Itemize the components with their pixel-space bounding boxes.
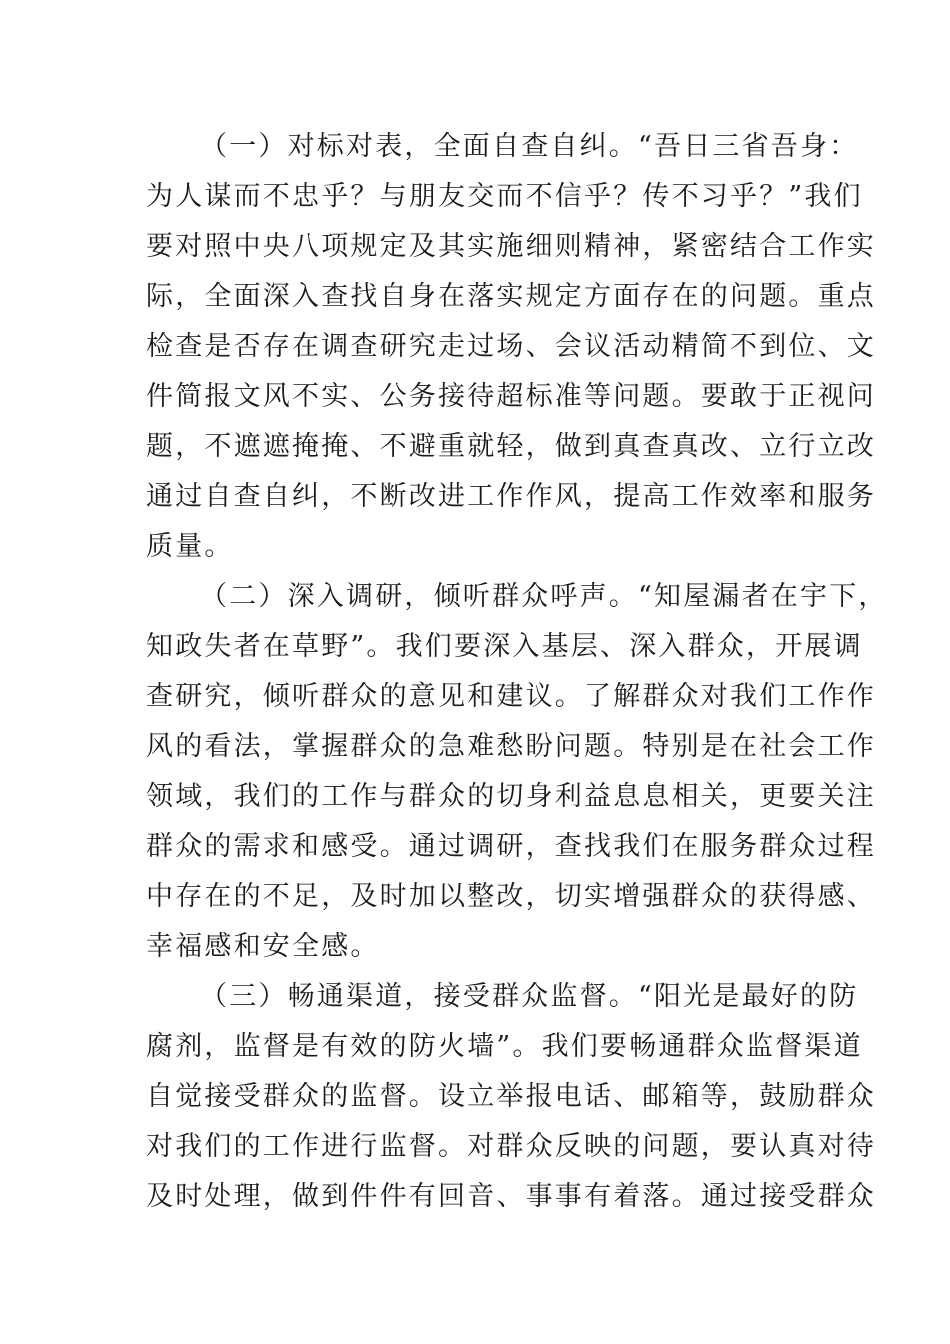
paragraph-1-line-6: 件简报文风不实、公务接待超标准等问题。要敢于正视问 [146,381,876,412]
paragraph-1-line-7: 题，不遮遮掩掩、不避重就轻，做到真查真改、立行立改 [146,431,876,462]
paragraph-3-line-1: （三）畅通渠道，接受群众监督。“阳光是最好的防 [200,981,859,1012]
paragraph-1-line-3: 要对照中央八项规定及其实施细则精神，紧密结合工作实 [146,231,876,262]
paragraph-1-line-2: 为人谋而不忠乎？与朋友交而不信乎？传不习乎？”我们 [146,181,863,212]
paragraph-2-line-2: 知政失者在草野”。我们要深入基层、深入群众，开展调 [146,631,863,662]
paragraph-3-line-2: 腐剂，监督是有效的防火墙”。我们要畅通群众监督渠道 [146,1031,863,1062]
paragraph-3-line-4: 对我们的工作进行监督。对群众反映的问题，要认真对待 [146,1131,876,1162]
paragraph-2-line-4: 风的看法，掌握群众的急难愁盼问题。特别是在社会工作 [146,731,876,762]
paragraph-1-line-8: 通过自查自纠，不断改进工作作风，提高工作效率和服务 [146,481,876,512]
paragraph-2-line-7: 中存在的不足，及时加以整改，切实增强群众的获得感、 [146,881,876,912]
paragraph-1-line-5: 检查是否存在调查研究走过场、会议活动精简不到位、文 [146,331,876,362]
paragraph-1-line-9: 质量。 [146,531,234,562]
paragraph-3-line-5: 及时处理，做到件件有回音、事事有着落。通过接受群众 [146,1181,876,1212]
paragraph-1-line-4: 际，全面深入查找自身在落实规定方面存在的问题。重点 [146,281,876,312]
paragraph-2-line-1: （二）深入调研，倾听群众呼声。“知屋漏者在宇下， [200,581,888,612]
paragraph-1-line-1: （一）对标对表，全面自查自纠。“吾日三省吾身： [200,131,859,162]
paragraph-2-line-8: 幸福感和安全感。 [146,931,380,962]
paragraph-2-line-5: 领域，我们的工作与群众的切身利益息息相关，更要关注 [146,781,876,812]
paragraph-2-line-3: 查研究，倾听群众的意见和建议。了解群众对我们工作作 [146,681,876,712]
paragraph-2-line-6: 群众的需求和感受。通过调研，查找我们在服务群众过程 [146,831,876,862]
paragraph-3-line-3: 自觉接受群众的监督。设立举报电话、邮箱等，鼓励群众 [146,1081,876,1112]
